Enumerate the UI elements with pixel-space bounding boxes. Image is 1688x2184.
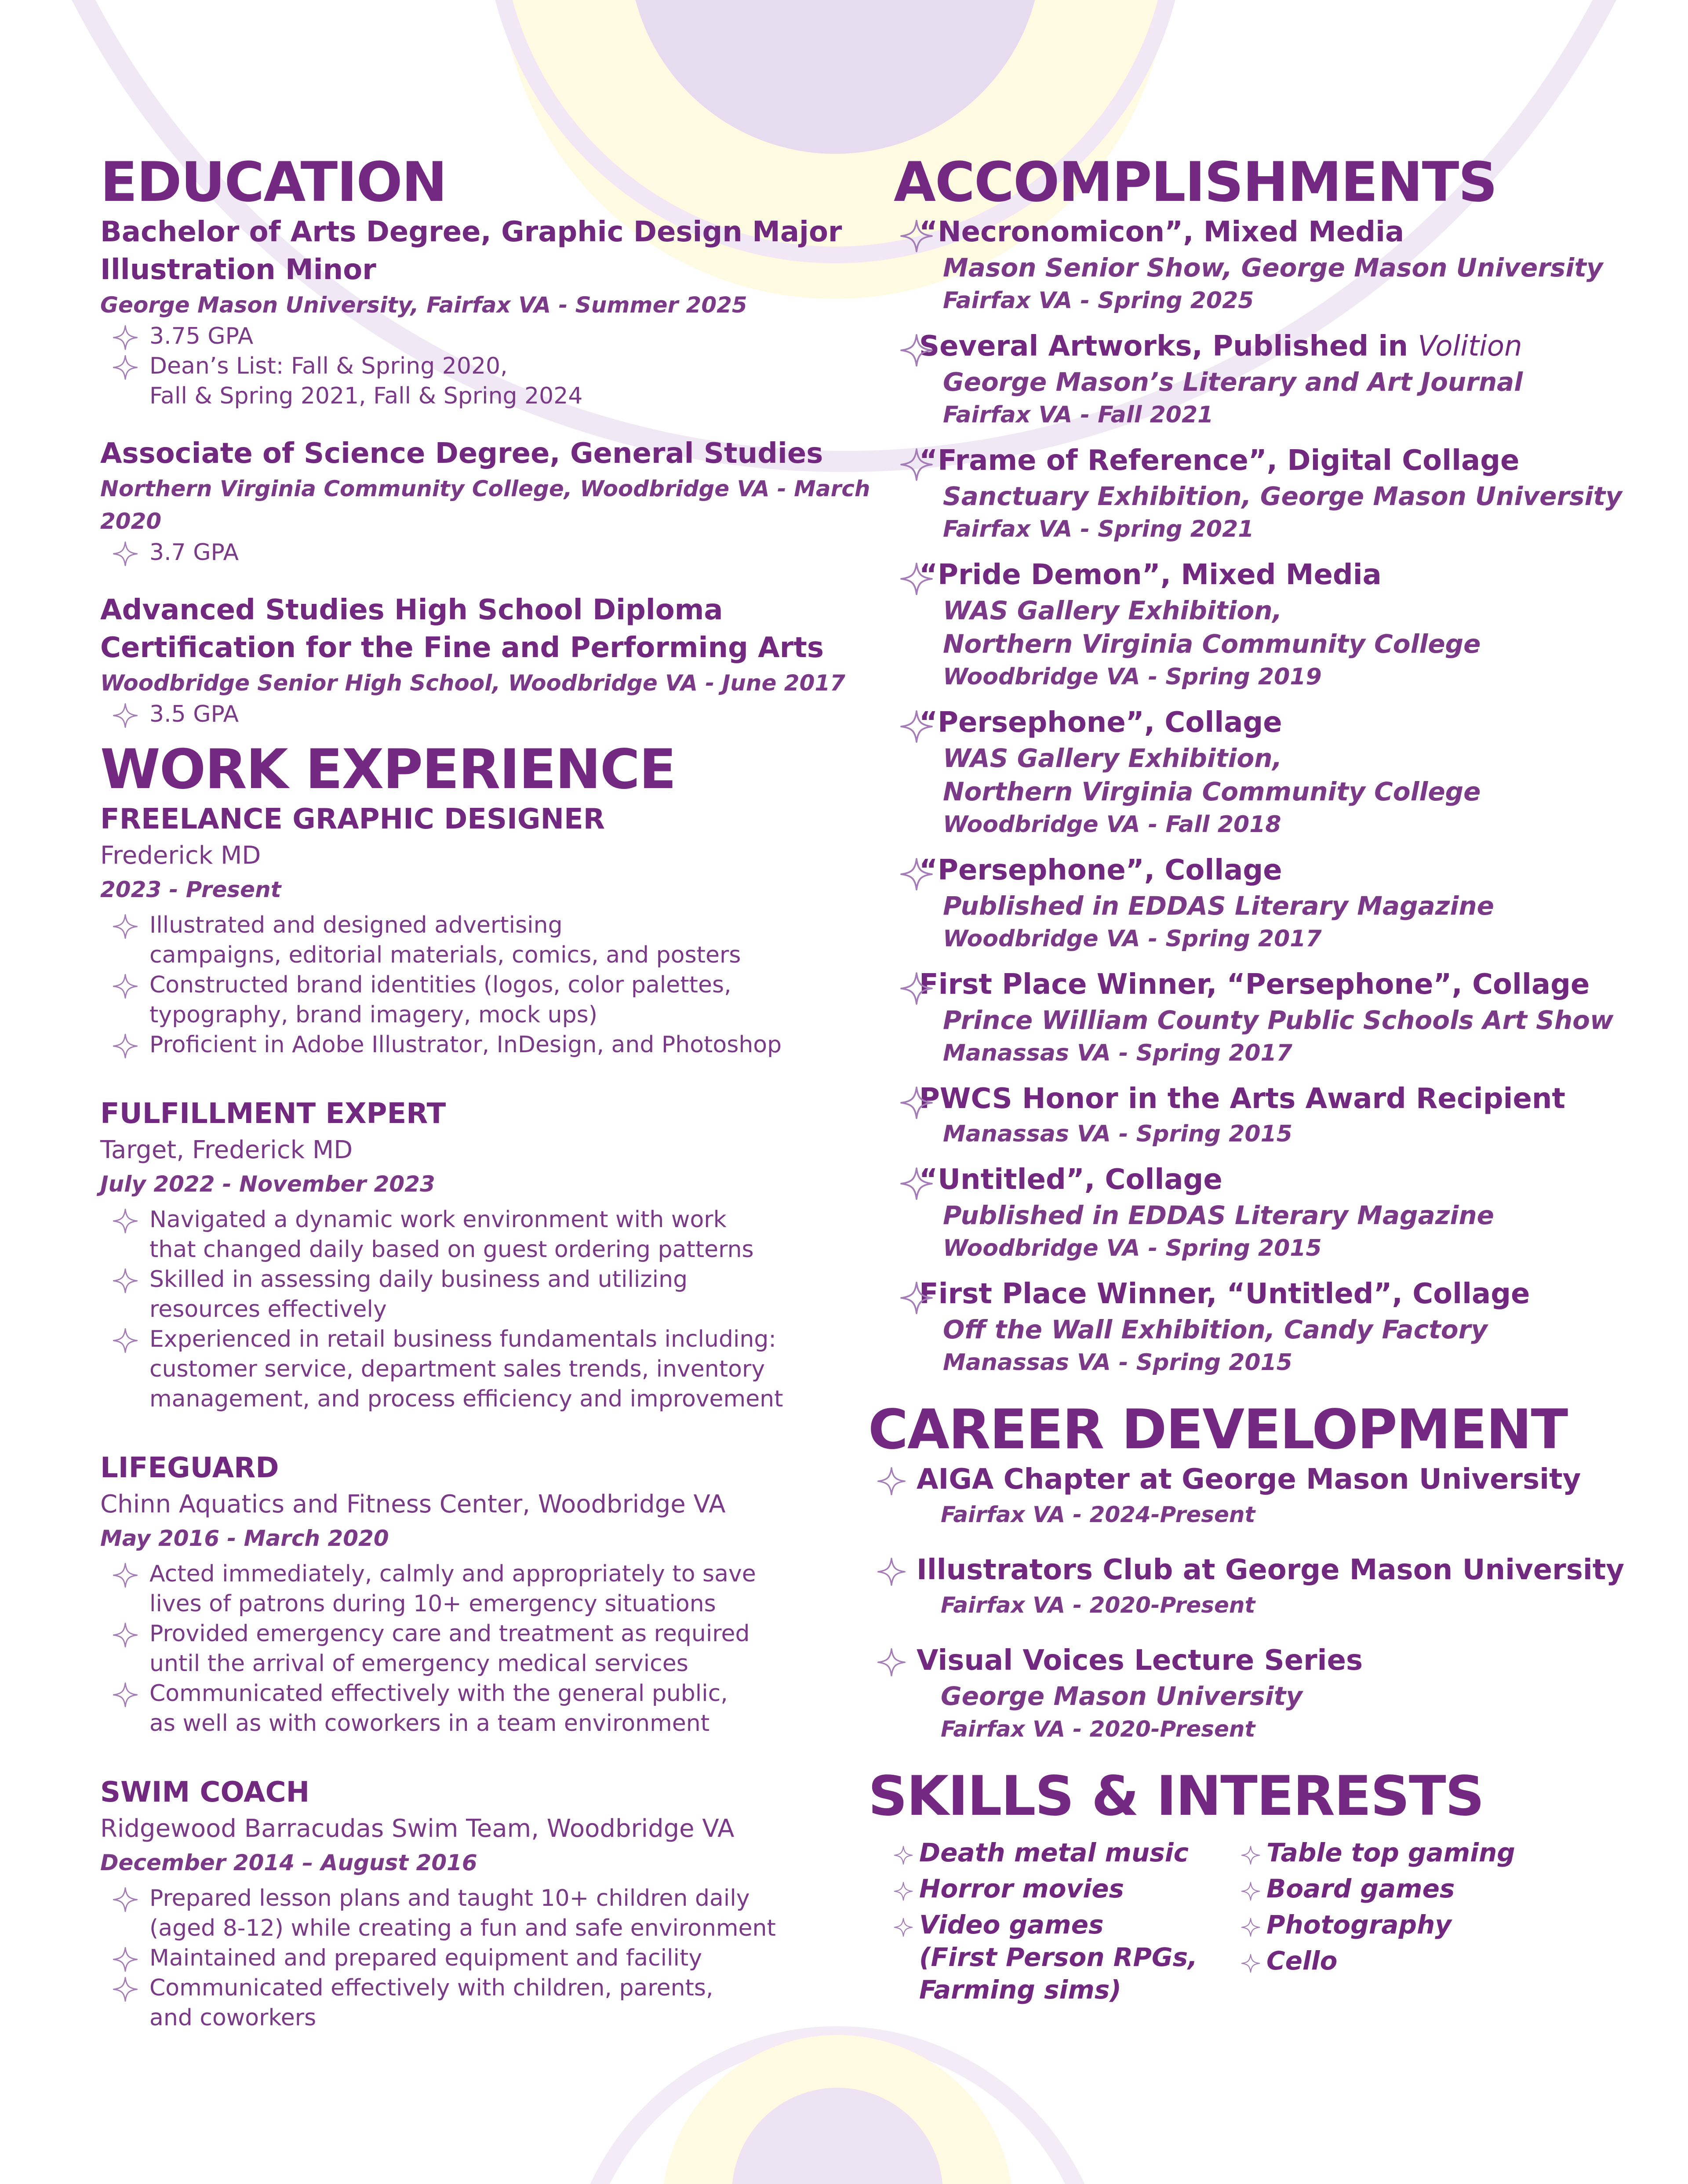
degree-title: Associate of Science Degree, General Studies xyxy=(100,437,823,470)
sparkle-star-icon xyxy=(1241,1954,1260,1973)
bullet-line: Experienced in retail business fundamentals including: xyxy=(149,1326,776,1352)
bullet-line: as well as with coworkers in a team environment xyxy=(149,1710,710,1737)
accomplishment-title xyxy=(919,1275,1659,1313)
work-list xyxy=(100,800,891,2033)
degree-title: Certification for the Fine and Performing Arts xyxy=(100,632,824,664)
sparkle-star-icon xyxy=(900,858,933,891)
school-line: George Mason University, Fairfax VA - Summer 2025 xyxy=(100,292,747,318)
career-title: Illustrators Club at George Mason University xyxy=(917,1554,1625,1586)
education-entry xyxy=(100,213,891,411)
sparkle-star-icon xyxy=(894,1918,913,1937)
job-bullet xyxy=(100,910,891,970)
accomplishment-title-text: “Frame of Reference”, Digital Collage xyxy=(919,444,1520,477)
job-entry xyxy=(100,800,891,1060)
accomplishment-venue: Sanctuary Exhibition, George Mason University xyxy=(943,481,1623,511)
sparkle-star-icon xyxy=(900,562,933,596)
sparkle-star-icon xyxy=(113,703,138,728)
sparkle-star-icon xyxy=(900,710,933,743)
job-bullet xyxy=(100,1973,891,2033)
sparkle-star-icon xyxy=(1241,1846,1260,1865)
degree-title: Bachelor of Arts Degree, Graphic Design Major xyxy=(100,216,842,248)
job-org: Chinn Aquatics and Fitness Center, Woodbridge VA xyxy=(100,1490,726,1519)
job-dates: December 2014 – August 2016 xyxy=(100,1850,477,1875)
skill-item: Table top gaming xyxy=(1241,1836,1515,1869)
job-role: SWIM COACH xyxy=(100,1776,310,1809)
accomplishment-item xyxy=(868,1275,1659,1379)
job-role: FULFILLMENT EXPERT xyxy=(100,1097,446,1130)
accomplishment-item xyxy=(868,1080,1659,1150)
job-bullet xyxy=(100,1619,891,1679)
right-column xyxy=(868,152,1659,2012)
accomplishment-title-text: “Persephone”, Collage xyxy=(919,706,1282,739)
accomplishment-item xyxy=(868,327,1659,431)
bullet-line: Dean’s List: Fall & Spring 2020, xyxy=(149,353,508,379)
sparkle-star-icon xyxy=(113,1887,138,1912)
accomplishment-place: Woodbridge VA - Fall 2018 xyxy=(943,811,1281,838)
bullet-line: and coworkers xyxy=(149,2005,316,2031)
accomplishment-item xyxy=(868,966,1659,1069)
accomplishments-heading: ACCOMPLISHMENTS xyxy=(894,151,1497,214)
education-bullet xyxy=(100,538,891,567)
skill-item: Horror movies xyxy=(894,1872,1124,1905)
bullet-line: Fall & Spring 2021, Fall & Spring 2024 xyxy=(149,383,583,409)
bullet-line: 3.75 GPA xyxy=(149,323,254,349)
job-dates: May 2016 - March 2020 xyxy=(100,1526,389,1551)
job-role: FREELANCE GRAPHIC DESIGNER xyxy=(100,803,605,836)
bullet-line: Maintained and prepared equipment and facility xyxy=(149,1945,702,1971)
sparkle-star-icon xyxy=(113,1977,138,2002)
career-org: George Mason University xyxy=(941,1681,1303,1711)
sparkle-star-icon xyxy=(900,1167,933,1200)
education-list xyxy=(100,213,891,729)
school-line: Northern Virginia Community College, Woodbridge VA - March 2020 xyxy=(100,476,870,534)
sparkle-star-icon xyxy=(1241,1882,1260,1901)
job-org: Target, Frederick MD xyxy=(100,1136,353,1164)
job-bullet xyxy=(100,1559,891,1619)
accomplishment-venue: Published in EDDAS Literary Magazine xyxy=(943,1200,1495,1230)
accomplishment-venue: Mason Senior Show, George Mason University xyxy=(943,253,1603,283)
bullet-line: Constructed brand identities (logos, color palettes, xyxy=(149,972,731,998)
accomplishment-place: Manassas VA - Spring 2015 xyxy=(943,1121,1292,1147)
job-org: Ridgewood Barracudas Swim Team, Woodbridge VA xyxy=(100,1814,735,1843)
accomplishment-place: Fairfax VA - Spring 2021 xyxy=(943,516,1254,542)
sparkle-star-icon xyxy=(900,1086,933,1119)
bullet-line: resources effectively xyxy=(149,1296,387,1323)
accomplishment-venue: WAS Gallery Exhibition, xyxy=(943,596,1282,625)
accomplishment-place: Woodbridge VA - Spring 2019 xyxy=(943,664,1322,690)
sparkle-star-icon xyxy=(113,1682,138,1708)
spacer xyxy=(100,1060,891,1095)
accomplishment-title xyxy=(919,1161,1659,1199)
sparkle-star-icon xyxy=(113,1208,138,1234)
skill-item: Farming sims) xyxy=(919,1975,1121,2005)
accomplishment-item xyxy=(868,442,1659,545)
accomplishments-list xyxy=(868,213,1659,1399)
accomplishment-place: Fairfax VA - Fall 2021 xyxy=(943,402,1214,428)
bullet-line: until the arrival of emergency medical services xyxy=(149,1650,688,1677)
bullet-line: typography, brand imagery, mock ups) xyxy=(149,1002,598,1028)
degree-title: Advanced Studies High School Diploma xyxy=(100,594,723,626)
sparkle-star-icon xyxy=(877,1557,906,1586)
skill-item: Cello xyxy=(1241,1944,1338,1977)
bullet-line: Prepared lesson plans and taught 10+ children daily xyxy=(149,1885,750,1911)
accomplishment-title-text: “Untitled”, Collage xyxy=(919,1163,1222,1196)
school-line: Woodbridge Senior High School, Woodbridge VA - June 2017 xyxy=(100,670,845,696)
accomplishment-title xyxy=(919,213,1659,251)
career-item xyxy=(868,1642,1659,1745)
accomplishment-item xyxy=(868,851,1659,955)
bullet-line: that changed daily based on guest ordering patterns xyxy=(149,1236,754,1263)
career-title: Visual Voices Lecture Series xyxy=(917,1644,1363,1677)
job-bullet xyxy=(100,1265,891,1324)
bullet-line: Communicated effectively with the general public, xyxy=(149,1680,728,1707)
sparkle-star-icon xyxy=(894,1882,913,1901)
bullet-line: customer service, department sales trends, inventory xyxy=(149,1356,765,1382)
bullet-line: Acted immediately, calmly and appropriately to save xyxy=(149,1561,756,1587)
accomplishment-title-italic: Volition xyxy=(1418,330,1522,363)
education-bullet xyxy=(100,321,891,351)
job-role: LIFEGUARD xyxy=(100,1452,279,1484)
accomplishment-title-text: First Place Winner, “Untitled”, Collage xyxy=(919,1278,1530,1310)
accomplishment-title xyxy=(919,966,1659,1003)
career-title: AIGA Chapter at George Mason University xyxy=(917,1463,1581,1496)
sparkle-star-icon xyxy=(113,914,138,939)
accomplishment-title xyxy=(919,704,1659,741)
sparkle-star-icon xyxy=(900,219,933,253)
education-bullet xyxy=(100,351,891,411)
accomplishment-venue: WAS Gallery Exhibition, xyxy=(943,743,1282,773)
accomplishment-title xyxy=(919,556,1659,594)
sparkle-star-icon xyxy=(113,1622,138,1648)
job-bullets xyxy=(100,1883,891,2033)
accomplishment-place: Woodbridge VA - Spring 2017 xyxy=(943,926,1322,952)
job-org: Frederick MD xyxy=(100,841,261,870)
skill-item: Photography xyxy=(1241,1908,1452,1941)
bullet-line: Illustrated and designed advertising xyxy=(149,912,563,938)
accomplishment-place: Fairfax VA - Spring 2025 xyxy=(943,287,1254,314)
spacer xyxy=(100,567,891,591)
accomplishment-title-text: First Place Winner, “Persephone”, Collage xyxy=(919,968,1590,1001)
accomplishment-place: Manassas VA - Spring 2015 xyxy=(943,1349,1292,1376)
job-bullet xyxy=(100,1943,891,1973)
work-experience-heading: WORK EXPERIENCE xyxy=(100,738,676,801)
bullet-line: Proficient in Adobe Illustrator, InDesign, and Photoshop xyxy=(149,1032,782,1058)
sparkle-star-icon xyxy=(900,972,933,1005)
sparkle-star-icon xyxy=(113,1328,138,1353)
sparkle-star-icon xyxy=(113,541,138,567)
sparkle-star-icon xyxy=(113,355,138,380)
accomplishment-venue: Off the Wall Exhibition, Candy Factory xyxy=(943,1315,1488,1345)
sparkle-star-icon xyxy=(113,1268,138,1294)
bullet-line: lives of patrons during 10+ emergency situations xyxy=(149,1591,716,1617)
accomplishment-title-text: “Persephone”, Collage xyxy=(919,854,1282,887)
accomplishment-venue: Published in EDDAS Literary Magazine xyxy=(943,891,1495,921)
accomplishment-title-text: Several Artworks, Published in xyxy=(919,330,1418,363)
sparkle-star-icon xyxy=(877,1467,906,1496)
accomplishment-title xyxy=(919,1080,1659,1118)
sparkle-star-icon xyxy=(1241,1918,1260,1937)
sparkle-star-icon xyxy=(877,1648,906,1677)
job-bullet xyxy=(100,1883,891,1943)
job-bullet xyxy=(100,1205,891,1265)
accomplishment-item xyxy=(868,556,1659,693)
accomplishment-venue: Northern Virginia Community College xyxy=(943,629,1481,659)
job-entry xyxy=(100,1449,891,1738)
career-list xyxy=(868,1461,1659,1745)
skill-item: Board games xyxy=(1241,1872,1455,1905)
career-place: Fairfax VA - 2020-Present xyxy=(941,1592,1255,1618)
bullet-line: Provided emergency care and treatment as required xyxy=(149,1621,750,1647)
career-item xyxy=(868,1551,1659,1621)
career-development-heading: CAREER DEVELOPMENT xyxy=(868,1398,1568,1461)
skill-item: Video games xyxy=(894,1908,1104,1941)
bullet-line: Communicated effectively with children, parents, xyxy=(149,1975,713,2001)
bullet-line: (aged 8-12) while creating a fun and safe environment xyxy=(149,1915,776,1941)
sparkle-star-icon xyxy=(113,1563,138,1588)
accomplishment-item xyxy=(868,213,1659,317)
accomplishment-venue: Prince William County Public Schools Art Show xyxy=(943,1005,1614,1035)
spacer xyxy=(868,1389,1659,1399)
job-bullets xyxy=(100,1559,891,1738)
skill-item: Death metal music xyxy=(894,1836,1189,1869)
bullet-line: 3.7 GPA xyxy=(149,539,239,566)
sparkle-star-icon xyxy=(113,974,138,999)
degree-title: Illustration Minor xyxy=(100,254,376,286)
bullet-line: Skilled in assessing daily business and utilizing xyxy=(149,1266,688,1293)
left-column xyxy=(100,152,891,2033)
bullet-line: management, and process efficiency and improvement xyxy=(149,1386,783,1412)
skills-heading: SKILLS & INTERESTS xyxy=(868,1765,1484,1828)
accomplishment-title-text: “Necronomicon”, Mixed Media xyxy=(919,216,1404,248)
career-place: Fairfax VA - 2024-Present xyxy=(941,1502,1255,1527)
career-item xyxy=(868,1461,1659,1531)
job-bullet xyxy=(100,1679,891,1738)
job-entry xyxy=(100,1095,891,1414)
education-entry xyxy=(100,435,891,567)
sparkle-star-icon xyxy=(900,334,933,367)
job-dates: July 2022 - November 2023 xyxy=(100,1171,435,1197)
education-entry xyxy=(100,591,891,729)
bullet-line: campaigns, editorial materials, comics, and posters xyxy=(149,942,741,968)
spacer xyxy=(100,1738,891,1773)
sparkle-star-icon xyxy=(900,448,933,481)
sparkle-star-icon xyxy=(113,1947,138,1972)
accomplishment-title-text: PWCS Honor in the Arts Award Recipient xyxy=(919,1083,1565,1115)
accomplishment-place: Woodbridge VA - Spring 2015 xyxy=(943,1235,1322,1261)
accomplishment-place: Manassas VA - Spring 2017 xyxy=(943,1040,1292,1066)
accomplishment-title xyxy=(919,327,1659,365)
job-bullet xyxy=(100,1324,891,1414)
job-bullets xyxy=(100,1205,891,1414)
accomplishment-title-text: “Pride Demon”, Mixed Media xyxy=(919,559,1382,591)
education-heading: EDUCATION xyxy=(100,151,447,214)
sparkle-star-icon xyxy=(894,1846,913,1865)
spacer xyxy=(100,1414,891,1449)
accomplishment-venue: George Mason’s Literary and Art Journal xyxy=(943,367,1523,397)
sparkle-star-icon xyxy=(113,1033,138,1059)
accomplishment-item xyxy=(868,704,1659,841)
accomplishment-item xyxy=(868,1161,1659,1265)
career-place: Fairfax VA - 2020-Present xyxy=(941,1716,1255,1742)
skills-list xyxy=(894,1827,1659,2012)
accomplishment-title xyxy=(919,442,1659,480)
job-bullet xyxy=(100,1030,891,1060)
job-dates: 2023 - Present xyxy=(100,877,281,902)
job-bullet xyxy=(100,970,891,1030)
job-bullets xyxy=(100,910,891,1060)
sparkle-star-icon xyxy=(900,1281,933,1315)
job-entry xyxy=(100,1773,891,2033)
skill-item: (First Person RPGs, xyxy=(919,1942,1198,1972)
sparkle-star-icon xyxy=(113,325,138,350)
spacer xyxy=(100,411,891,435)
bullet-line: 3.5 GPA xyxy=(149,701,239,727)
education-bullet xyxy=(100,699,891,729)
accomplishment-venue: Northern Virginia Community College xyxy=(943,777,1481,807)
accomplishment-title xyxy=(919,851,1659,889)
bullet-line: Navigated a dynamic work environment with work xyxy=(149,1206,727,1233)
